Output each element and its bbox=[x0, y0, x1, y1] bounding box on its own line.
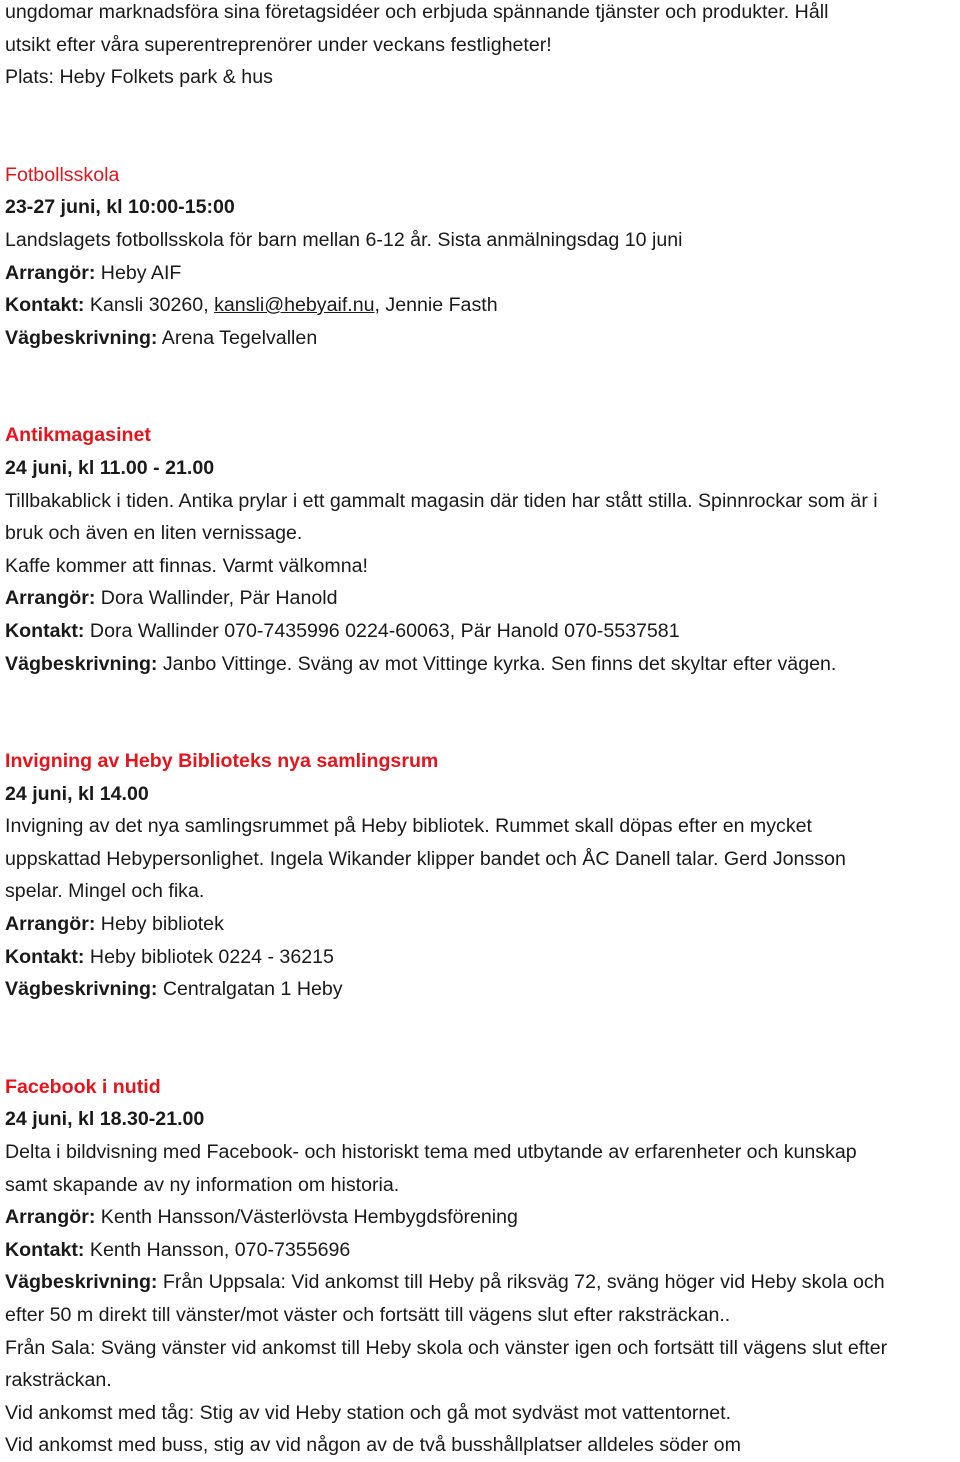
event-title: Facebook i nutid bbox=[5, 1075, 161, 1098]
event-contact bbox=[5, 941, 957, 974]
directions-label: Vägbeskrivning: bbox=[5, 1271, 158, 1294]
event-title: Fotbollsskola bbox=[5, 163, 120, 186]
directions-value: Centralgatan 1 Heby bbox=[157, 978, 343, 1001]
event-contact bbox=[5, 615, 957, 648]
event-date: 24 juni, kl 11.00 - 21.00 bbox=[5, 456, 215, 479]
directions-line: Vid ankomst med tåg: Stig av vid Heby station och gå mot sydväst mot vattentornet. bbox=[5, 1401, 732, 1424]
event-description-line: uppskattad Hebypersonlighet. Ingela Wikander klipper bandet och ÅC Danell talar. Gerd Jonsson bbox=[5, 847, 846, 870]
event-description-line: Invigning av det nya samlingsrummet på Heby bibliotek. Rummet skall döpas efter en mycket bbox=[5, 815, 812, 838]
intro-line-1: ungdomar marknadsföra sina företagsidéer och erbjuda spännande tjänster och produkter. Håll bbox=[5, 1, 829, 23]
organizer-label: Arrangör: bbox=[5, 1206, 96, 1229]
intro-line-2: utsikt efter våra superentreprenörer under veckans festligheter! bbox=[5, 33, 552, 56]
contact-label: Kontakt: bbox=[5, 294, 85, 317]
directions-label: Vägbeskrivning: bbox=[5, 326, 158, 349]
intro-place: Plats: Heby Folkets park & hus bbox=[5, 66, 273, 89]
event-organizer bbox=[5, 582, 957, 615]
event-directions bbox=[5, 322, 957, 355]
contact-label: Kontakt: bbox=[5, 1238, 85, 1261]
event-contact bbox=[5, 1234, 957, 1267]
directions-line: Från Sala: Sväng vänster vid ankomst till Heby skola och vänster igen och fortsätt till vägens slut efter bbox=[5, 1336, 888, 1359]
event-title: Invigning av Heby Biblioteks nya samlingsrum bbox=[5, 750, 439, 773]
contact-email-link[interactable]: kansli@hebyaif.nu bbox=[214, 294, 375, 317]
organizer-label: Arrangör: bbox=[5, 587, 96, 610]
contact-label: Kontakt: bbox=[5, 945, 85, 968]
event-directions bbox=[5, 1266, 957, 1299]
organizer-label: Arrangör: bbox=[5, 913, 96, 936]
event-directions bbox=[5, 648, 957, 681]
event-contact bbox=[5, 289, 957, 322]
event-description-line: samt skapande av ny information om historia. bbox=[5, 1173, 400, 1196]
event-directions bbox=[5, 973, 957, 1006]
directions-line: Vid ankomst med buss, stig av vid någon av de två busshållplatser alldeles söder om bbox=[5, 1434, 741, 1457]
contact-value: Kansli 30260, bbox=[84, 294, 215, 317]
document-page bbox=[5, 0, 957, 1462]
organizer-label: Arrangör: bbox=[5, 261, 96, 284]
event-facebook-i-nutid bbox=[5, 1071, 957, 1462]
event-date: 24 juni, kl 18.30-21.00 bbox=[5, 1108, 205, 1131]
event-description-line: spelar. Mingel och fika. bbox=[5, 880, 205, 903]
directions-value: Janbo Vittinge. Sväng av mot Vittinge kyrka. Sen finns det skyltar efter vägen. bbox=[157, 652, 837, 675]
organizer-value: Heby AIF bbox=[95, 261, 182, 284]
event-organizer bbox=[5, 908, 957, 941]
event-description: Landslagets fotbollsskola för barn mellan 6-12 år. Sista anmälningsdag 10 juni bbox=[5, 228, 683, 251]
contact-value-rest: , Jennie Fasth bbox=[374, 294, 498, 317]
event-description-line: Tillbakablick i tiden. Antika prylar i ett gammalt magasin där tiden har stått stilla. Spinnrockar som är i bbox=[5, 489, 878, 512]
event-invigning-bibliotek bbox=[5, 745, 957, 1006]
directions-label: Vägbeskrivning: bbox=[5, 652, 158, 675]
organizer-value: Kenth Hansson/Västerlövsta Hembygdsförening bbox=[95, 1206, 518, 1229]
directions-line: efter 50 m direkt till vänster/mot väster och fortsätt till vägens slut efter raksträckan.. bbox=[5, 1304, 731, 1326]
event-organizer bbox=[5, 257, 957, 290]
directions-value: Från Uppsala: Vid ankomst till Heby på riksväg 72, sväng höger vid Heby skola och bbox=[157, 1271, 885, 1294]
contact-value: Kenth Hansson, 070-7355696 bbox=[84, 1238, 351, 1261]
contact-value: Heby bibliotek 0224 - 36215 bbox=[84, 945, 334, 968]
event-fotbollsskola bbox=[5, 159, 957, 355]
contact-label: Kontakt: bbox=[5, 619, 85, 642]
event-date: 24 juni, kl 14.00 bbox=[5, 782, 149, 805]
organizer-value: Heby bibliotek bbox=[95, 913, 224, 936]
organizer-value: Dora Wallinder, Pär Hanold bbox=[95, 587, 338, 610]
event-title: Antikmagasinet bbox=[5, 424, 151, 447]
directions-label: Vägbeskrivning: bbox=[5, 978, 158, 1001]
event-antikmagasinet bbox=[5, 419, 957, 680]
event-description-line: Delta i bildvisning med Facebook- och historiskt tema med utbytande av erfarenheter och kunskap bbox=[5, 1141, 857, 1164]
event-description-line: bruk och även en liten vernissage. bbox=[5, 522, 303, 545]
event-organizer bbox=[5, 1201, 957, 1234]
event-description-line: Kaffe kommer att finnas. Varmt välkomna! bbox=[5, 554, 368, 577]
directions-value: Arena Tegelvallen bbox=[157, 326, 318, 349]
event-date: 23-27 juni, kl 10:00-15:00 bbox=[5, 196, 235, 219]
contact-value: Dora Wallinder 070-7435996 0224-60063, Pär Hanold 070-5537581 bbox=[84, 619, 680, 642]
directions-line: raksträckan. bbox=[5, 1369, 112, 1392]
